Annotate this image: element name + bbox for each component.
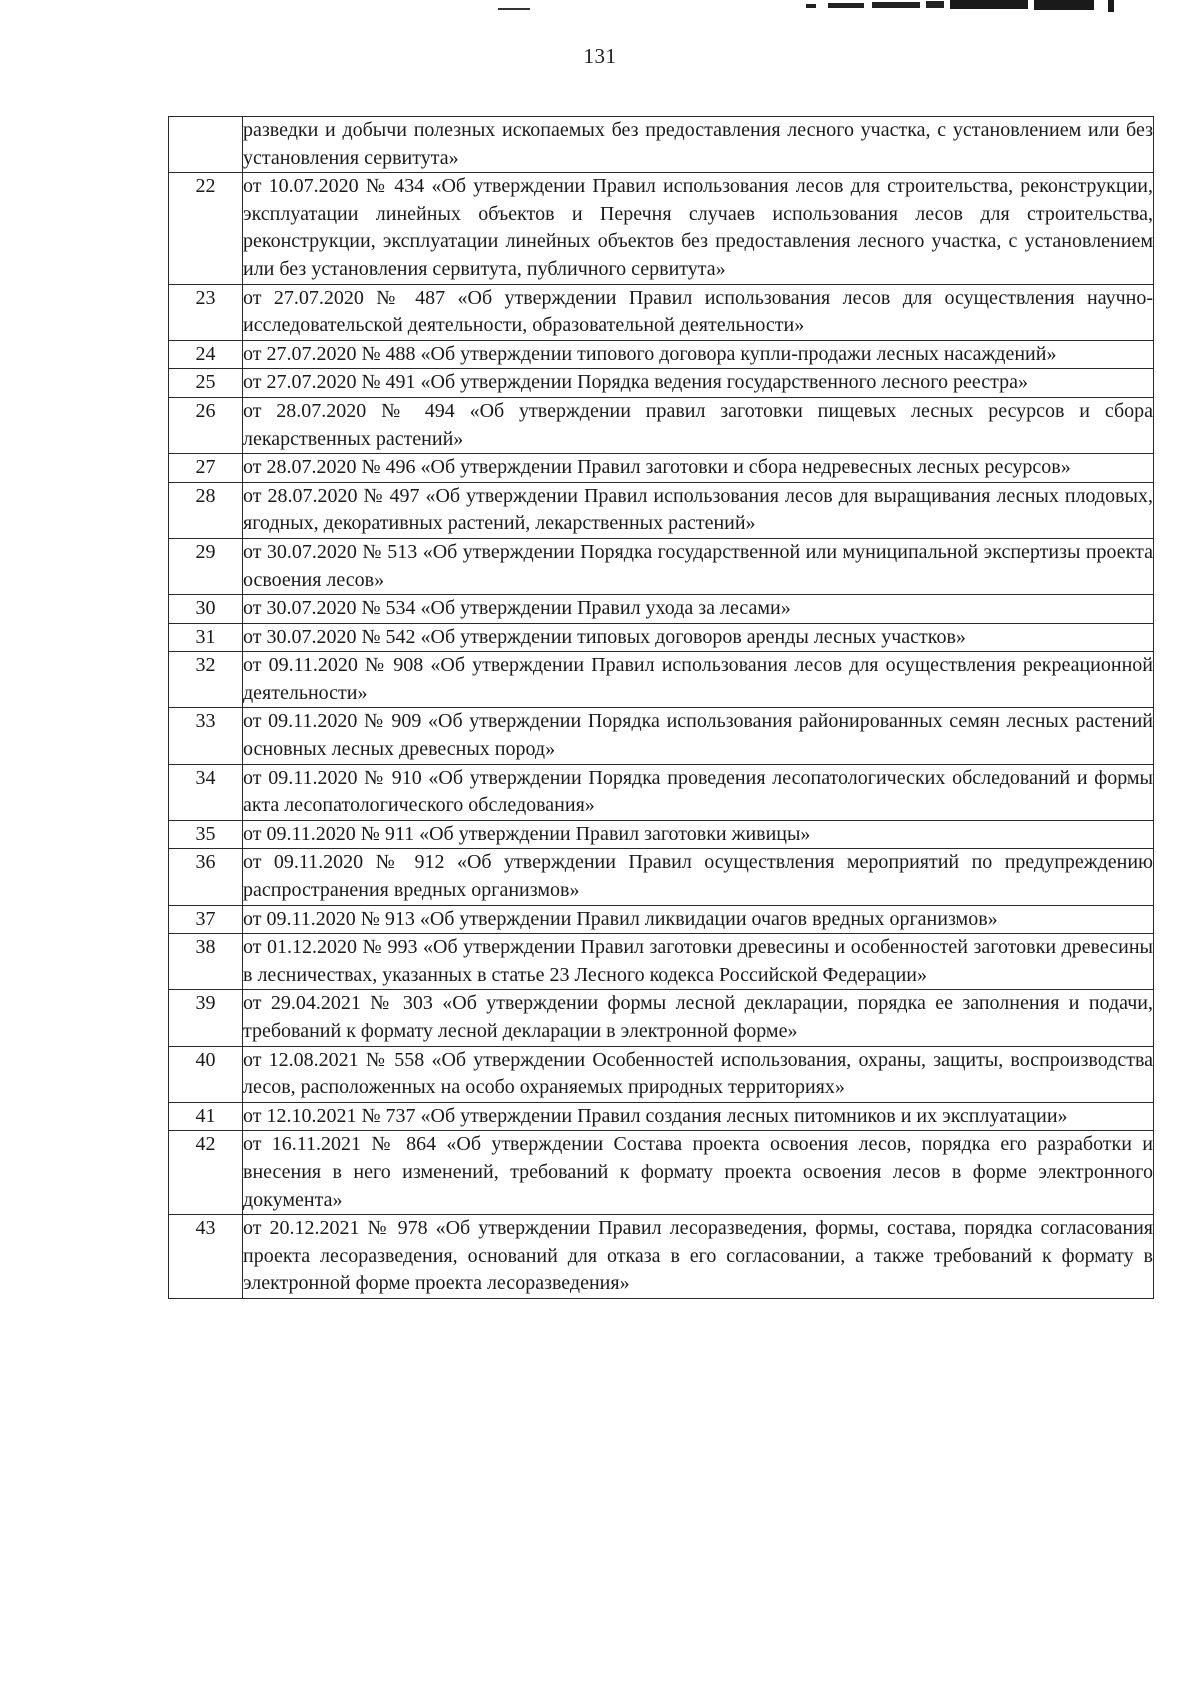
row-number: 32 [169,652,243,708]
row-number: 33 [169,708,243,764]
table-row [169,623,1154,652]
table-row [169,117,1154,173]
page-number: 131 [583,44,617,68]
table-row [169,1102,1154,1131]
act-description: от 16.11.2021 № 864 «Об утверждении Состава проекта освоения лесов, порядка его разработки и внесения в него изменений, требований к формату проекта освоения лесов в форме электронного документа» [243,1131,1154,1215]
acts-table-body [169,117,1154,1299]
table-row [169,820,1154,849]
act-description: от 29.04.2021 № 303 «Об утверждении формы лесной декларации, порядка ее заполнения и подачи, требований к формату лесной декларации в электронной форме» [243,990,1154,1046]
act-description: от 09.11.2020 № 913 «Об утверждении Правил ликвидации очагов вредных организмов» [243,905,1154,934]
table-row [169,990,1154,1046]
table-row [169,173,1154,284]
act-description: от 30.07.2020 № 542 «Об утверждении типовых договоров аренды лесных участков» [243,623,1154,652]
act-description: от 30.07.2020 № 534 «Об утверждении Правил ухода за лесами» [243,595,1154,624]
act-description: от 09.11.2020 № 912 «Об утверждении Правил осуществления мероприятий по предупреждению распространения вредных организмов» [243,849,1154,905]
table-row [169,708,1154,764]
act-description: от 12.08.2021 № 558 «Об утверждении Особенностей использования, охраны, защиты, воспроизводства лесов, расположенных на особо охраняемых природных территориях» [243,1046,1154,1102]
table-row [169,905,1154,934]
row-number: 34 [169,764,243,820]
act-description: от 27.07.2020 № 487 «Об утверждении Правил использования лесов для осуществления научно-исследовательской деятельности, образовательной деятельности» [243,284,1154,340]
act-description: от 10.07.2020 № 434 «Об утверждении Правил использования лесов для строительства, реконструкции, эксплуатации линейных объектов и Перечня случаев использования лесов для строительства, реконструкции, эксплуатации линейных объектов без предоставления лесного участка, с установлением или без установления сервитута, публичного сервитута» [243,173,1154,284]
table-row [169,764,1154,820]
acts-table [168,116,1154,1299]
table-row [169,1131,1154,1215]
row-number [169,117,243,173]
table-row [169,340,1154,369]
row-number: 40 [169,1046,243,1102]
table-row [169,538,1154,594]
row-number: 29 [169,538,243,594]
row-number: 28 [169,482,243,538]
table-row [169,652,1154,708]
row-number: 38 [169,934,243,990]
table-row [169,369,1154,398]
table-row [169,849,1154,905]
act-description: от 01.12.2020 № 993 «Об утверждении Правил заготовки древесины и особенностей заготовки древесины в лесничествах, указанных в статье 23 Лесного кодекса Российской Федерации» [243,934,1154,990]
row-number: 23 [169,284,243,340]
act-description: от 09.11.2020 № 911 «Об утверждении Правил заготовки живицы» [243,820,1154,849]
act-description: от 09.11.2020 № 909 «Об утверждении Порядка использования районированных семян лесных растений основных лесных древесных пород» [243,708,1154,764]
act-description: от 12.10.2021 № 737 «Об утверждении Правил создания лесных питомников и их эксплуатации» [243,1102,1154,1131]
row-number: 35 [169,820,243,849]
row-number: 22 [169,173,243,284]
act-description: от 28.07.2020 № 496 «Об утверждении Правил заготовки и сбора недревесных лесных ресурсов» [243,454,1154,483]
row-number: 42 [169,1131,243,1215]
table-row [169,934,1154,990]
act-description: от 20.12.2021 № 978 «Об утверждении Правил лесоразведения, формы, состава, порядка согласования проекта лесоразведения, оснований для отказа в его согласовании, а также требований к формату в электронной форме проекта лесоразведения» [243,1215,1154,1299]
act-description: разведки и добычи полезных ископаемых без предоставления лесного участка, с установлением или без установления сервитута» [243,117,1154,173]
act-description: от 09.11.2020 № 908 «Об утверждении Правил использования лесов для осуществления рекреационной деятельности» [243,652,1154,708]
row-number: 24 [169,340,243,369]
row-number: 26 [169,397,243,453]
row-number: 37 [169,905,243,934]
act-description: от 30.07.2020 № 513 «Об утверждении Порядка государственной или муниципальной экспертизы проекта освоения лесов» [243,538,1154,594]
table-row [169,284,1154,340]
row-number: 39 [169,990,243,1046]
act-description: от 27.07.2020 № 488 «Об утверждении типового договора купли-продажи лесных насаждений» [243,340,1154,369]
row-number: 43 [169,1215,243,1299]
table-row [169,454,1154,483]
row-number: 31 [169,623,243,652]
row-number: 41 [169,1102,243,1131]
row-number: 27 [169,454,243,483]
scan-artifact-marks [0,0,1200,20]
act-description: от 27.07.2020 № 491 «Об утверждении Порядка ведения государственного лесного реестра» [243,369,1154,398]
table-row [169,595,1154,624]
table-row [169,1046,1154,1102]
act-description: от 28.07.2020 № 494 «Об утверждении правил заготовки пищевых лесных ресурсов и сбора лекарственных растений» [243,397,1154,453]
row-number: 25 [169,369,243,398]
table-row [169,1215,1154,1299]
table-row [169,482,1154,538]
act-description: от 28.07.2020 № 497 «Об утверждении Правил использования лесов для выращивания лесных плодовых, ягодных, декоративных растений, лекарственных растений» [243,482,1154,538]
table-row [169,397,1154,453]
act-description: от 09.11.2020 № 910 «Об утверждении Порядка проведения лесопатологических обследований и формы акта лесопатологического обследования» [243,764,1154,820]
row-number: 30 [169,595,243,624]
row-number: 36 [169,849,243,905]
